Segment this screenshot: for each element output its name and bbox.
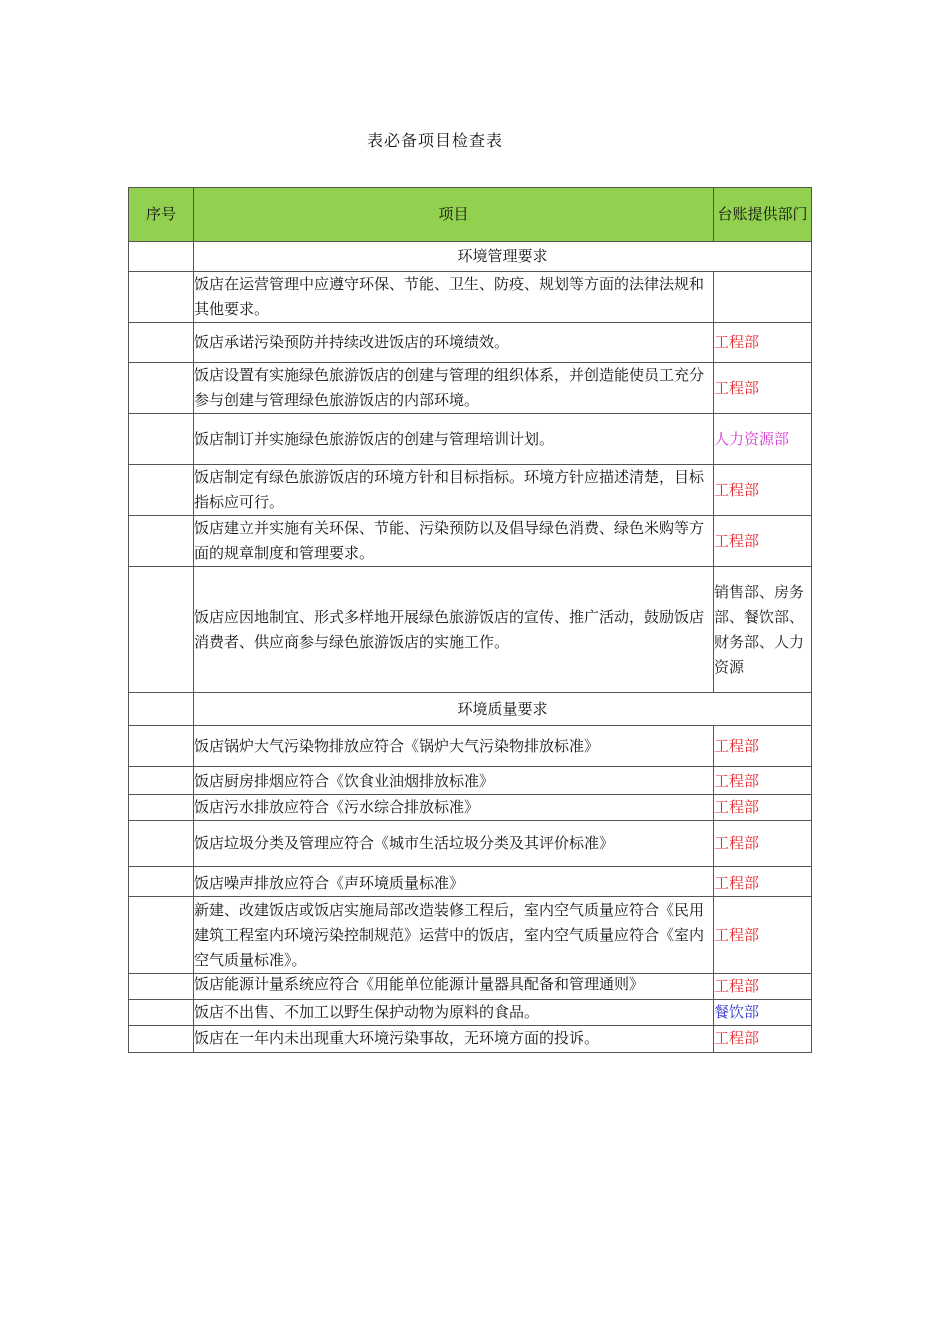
- seq-cell: [129, 414, 194, 465]
- page-title: 表必备项目检查表: [366, 131, 503, 150]
- item-cell: 饭店锅炉大气污染物排放应符合《锅炉大气污染物排放标准》: [194, 726, 714, 767]
- table-row: [129, 414, 812, 465]
- seq-cell: [129, 242, 194, 272]
- table-row: [129, 795, 812, 821]
- seq-cell: [129, 1026, 194, 1053]
- dept-cell: 工程部: [714, 974, 812, 1000]
- seq-cell: [129, 465, 194, 516]
- dept-cell: 工程部: [714, 516, 812, 567]
- table-row: [129, 1026, 812, 1053]
- table-row: [129, 867, 812, 897]
- table-row: [129, 516, 812, 567]
- item-cell: [194, 974, 714, 1000]
- seq-cell: [129, 272, 194, 323]
- item-cell: 饭店污水排放应符合《污水综合排放标准》: [194, 795, 714, 821]
- seq-cell: [129, 363, 194, 414]
- item-cell: 饭店应因地制宜、形式多样地开展绿色旅游饭店的宣传、推广活动，鼓励饭店消费者、供应商参与绿色旅游饭店的实施工作。: [194, 567, 714, 693]
- dept-cell: 工程部: [714, 897, 812, 974]
- seq-cell: [129, 567, 194, 693]
- item-cell: 饭店厨房排烟应符合《饮食业油烟排放标准》: [194, 767, 714, 795]
- dept-cell: 人力资源部: [714, 414, 812, 465]
- table-row: [129, 323, 812, 363]
- checklist-table: [128, 187, 812, 1053]
- item-cell: 饭店不出售、不加工以野生保护动物为原料的食品。: [194, 1000, 714, 1026]
- dept-cell: 工程部: [714, 767, 812, 795]
- table-row: [129, 567, 812, 693]
- seq-cell: [129, 693, 194, 726]
- header-seq: 序号: [129, 188, 194, 242]
- item-cell: 饭店制订并实施绿色旅游饭店的创建与管理培训计划。: [194, 414, 714, 465]
- item-cell: 饭店在运营管理中应遵守环保、节能、卫生、防疫、规划等方面的法律法规和其他要求。: [194, 272, 714, 323]
- dept-cell: 工程部: [714, 867, 812, 897]
- dept-cell: 餐饮部: [714, 1000, 812, 1026]
- seq-cell: [129, 726, 194, 767]
- table-header-row: [129, 188, 812, 242]
- table-row: [129, 726, 812, 767]
- table-row: [129, 1000, 812, 1026]
- section-row: [129, 693, 812, 726]
- table-row: [129, 272, 812, 323]
- table-row: [129, 465, 812, 516]
- dept-cell: 工程部: [714, 795, 812, 821]
- dept-cell: 工程部: [714, 726, 812, 767]
- item-cell: 饭店垃圾分类及管理应符合《城市生活垃圾分类及其评价标准》: [194, 821, 714, 867]
- dept-cell: 工程部: [714, 1026, 812, 1053]
- table-row: [129, 974, 812, 1000]
- dept-cell: 工程部: [714, 363, 812, 414]
- seq-cell: [129, 516, 194, 567]
- item-cell: 饭店噪声排放应符合《声环境质量标准》: [194, 867, 714, 897]
- section-row: [129, 242, 812, 272]
- item-cell: 饭店建立并实施有关环保、节能、污染预防以及倡导绿色消费、绿色米购等方面的规章制度和管理要求。: [194, 516, 714, 567]
- table-row: [129, 897, 812, 974]
- seq-cell: [129, 897, 194, 974]
- seq-cell: [129, 767, 194, 795]
- item-text: 饭店能源计量系统应符合《用能单位能源计量器具配备和管理通则》: [194, 975, 645, 993]
- dept-cell: 工程部: [714, 323, 812, 363]
- dept-cell: 工程部: [714, 465, 812, 516]
- dept-cell: 工程部: [714, 821, 812, 867]
- header-dept: 台账提供部门: [714, 188, 812, 242]
- seq-cell: [129, 795, 194, 821]
- item-cell: 新建、改建饭店或饭店实施局部改造装修工程后，室内空气质量应符合《民用建筑工程室内环境污染控制规范》运营中的饭店，室内空气质量应符合《室内空气质量标准》。: [194, 897, 714, 974]
- dept-cell: [714, 272, 812, 323]
- dept-cell: 销售部、房务部、餐饮部、财务部、人力资源: [714, 567, 812, 693]
- header-item: 项目: [194, 188, 714, 242]
- seq-cell: [129, 1000, 194, 1026]
- item-cell: 饭店在一年内未出现重大环境污染事故，无环境方面的投诉。: [194, 1026, 714, 1053]
- seq-cell: [129, 867, 194, 897]
- item-cell: 饭店承诺污染预防并持续改进饭店的环境绩效。: [194, 323, 714, 363]
- section-title: 环境管理要求: [194, 242, 812, 272]
- table-row: [129, 363, 812, 414]
- seq-cell: [129, 821, 194, 867]
- seq-cell: [129, 323, 194, 363]
- table-row: [129, 821, 812, 867]
- item-cell: 饭店制定有绿色旅游饭店的环境方针和目标指标。环境方针应描述清楚，目标指标应可行。: [194, 465, 714, 516]
- seq-cell: [129, 974, 194, 1000]
- table-row: [129, 767, 812, 795]
- section-title: 环境质量要求: [194, 693, 812, 726]
- item-cell: 饭店设置有实施绿色旅游饭店的创建与管理的组织体系，并创造能使员工充分参与创建与管理绿色旅游饭店的内部环境。: [194, 363, 714, 414]
